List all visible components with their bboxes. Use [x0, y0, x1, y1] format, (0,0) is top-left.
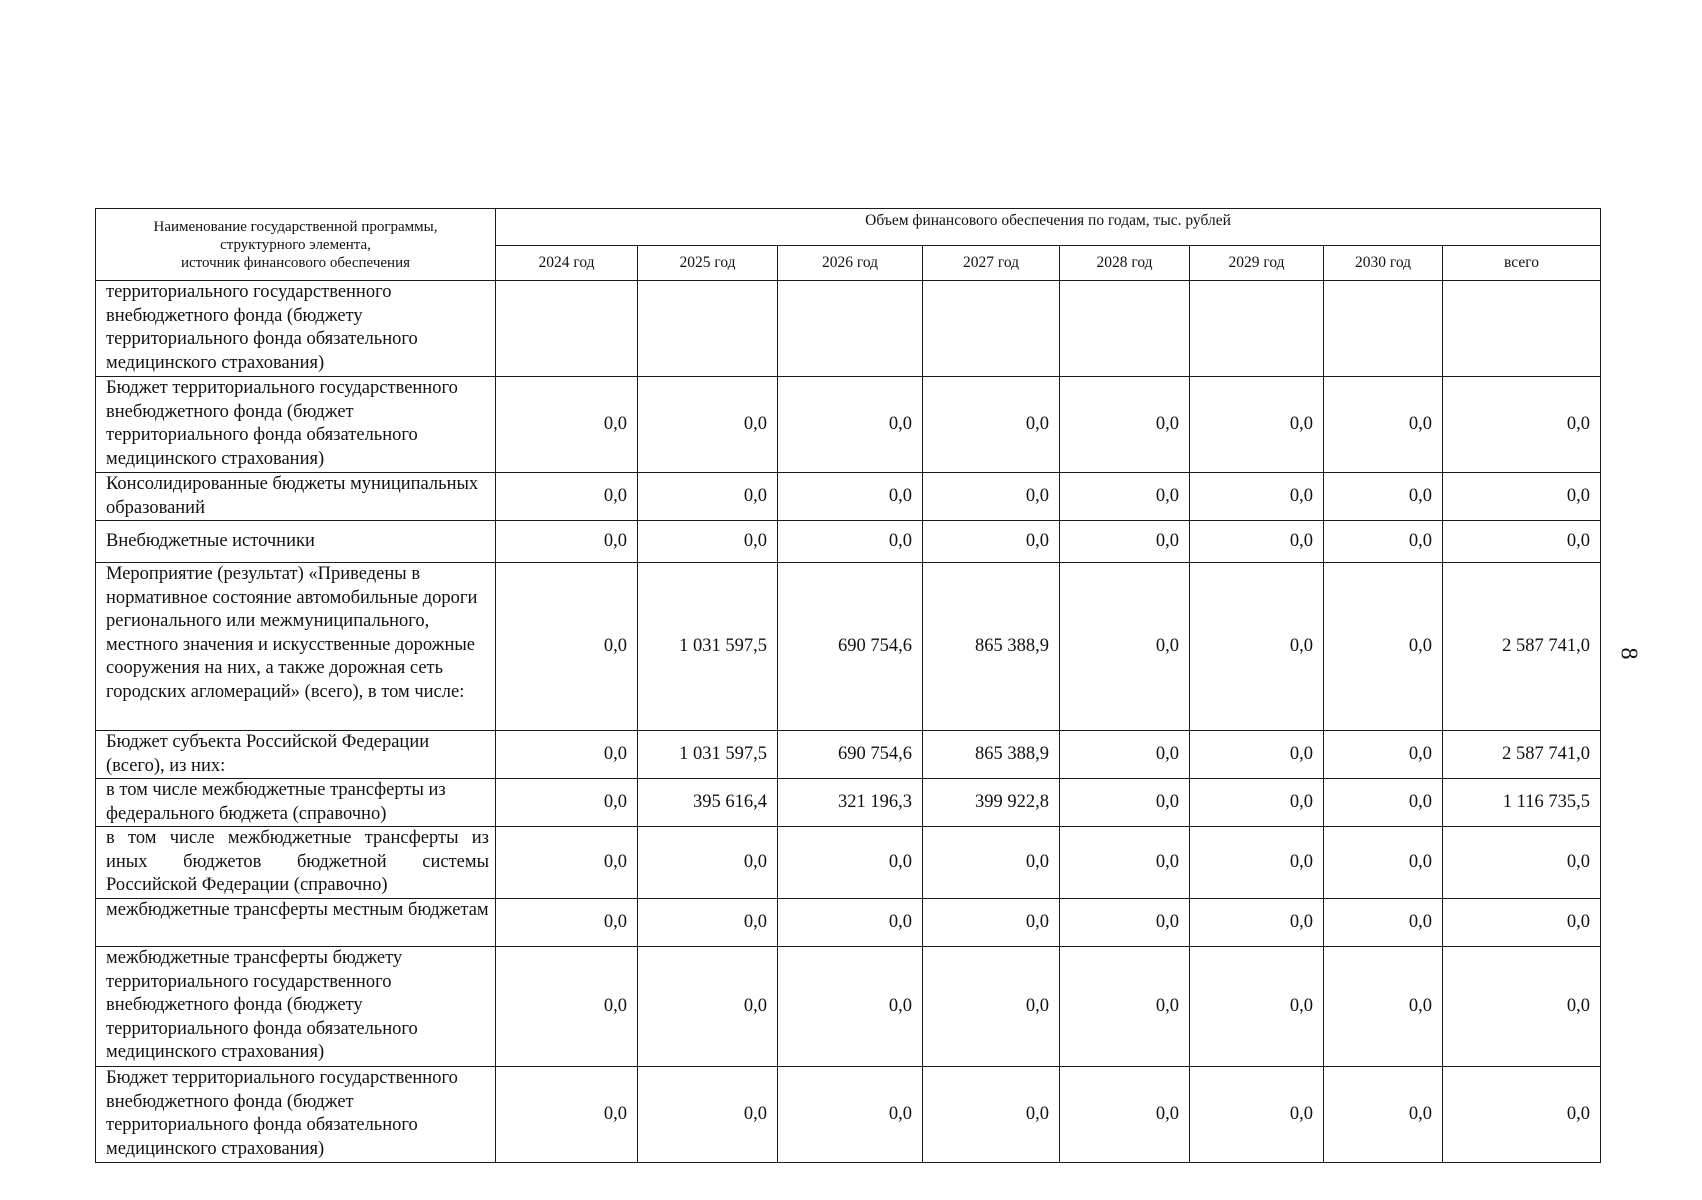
name-header-line-1: Наименование государственной программы,: [153, 218, 438, 235]
financing-table: [95, 208, 1601, 1163]
value-2030: 0,0: [1324, 731, 1443, 779]
value-2027: 0,0: [923, 377, 1060, 473]
year-header-2030: 2030 год: [1324, 246, 1443, 281]
value-2026: [778, 281, 923, 377]
value-2026: 0,0: [778, 1067, 923, 1163]
value-total: 0,0: [1443, 827, 1601, 899]
table-body: [96, 281, 1601, 1163]
value-2027: [923, 281, 1060, 377]
table-row: [96, 899, 1601, 947]
table-row: [96, 947, 1601, 1067]
year-header-2029: 2029 год: [1190, 246, 1324, 281]
value-2028: 0,0: [1060, 779, 1190, 827]
value-2029: 0,0: [1190, 563, 1324, 731]
row-name: в том числе межбюджетные трансферты из иных бюджетов бюджетной системы Российской Федерации (справочно): [96, 827, 496, 899]
value-2029: [1190, 281, 1324, 377]
value-total: 2 587 741,0: [1443, 563, 1601, 731]
value-2025: [638, 281, 778, 377]
year-header-2025: 2025 год: [638, 246, 778, 281]
financing-table-sheet: [95, 208, 1600, 1163]
value-2029: 0,0: [1190, 899, 1324, 947]
value-2028: 0,0: [1060, 731, 1190, 779]
row-name: межбюджетные трансферты местным бюджетам: [96, 899, 496, 947]
value-2030: 0,0: [1324, 473, 1443, 521]
table-row: [96, 377, 1601, 473]
value-2025: 0,0: [638, 521, 778, 563]
value-2027: 0,0: [923, 1067, 1060, 1163]
value-2024: 0,0: [496, 563, 638, 731]
value-2024: 0,0: [496, 731, 638, 779]
row-name: Консолидированные бюджеты муниципальных образований: [96, 473, 496, 521]
value-total: 1 116 735,5: [1443, 779, 1601, 827]
table-row: [96, 779, 1601, 827]
value-2028: 0,0: [1060, 947, 1190, 1067]
value-2026: 0,0: [778, 377, 923, 473]
value-2030: 0,0: [1324, 377, 1443, 473]
value-2028: 0,0: [1060, 899, 1190, 947]
value-2027: 0,0: [923, 947, 1060, 1067]
table-row: [96, 563, 1601, 731]
value-2024: 0,0: [496, 827, 638, 899]
value-2029: 0,0: [1190, 731, 1324, 779]
value-2027: 0,0: [923, 521, 1060, 563]
value-2030: 0,0: [1324, 521, 1443, 563]
value-2030: 0,0: [1324, 1067, 1443, 1163]
value-2027: 0,0: [923, 473, 1060, 521]
row-name: Внебюджетные источники: [96, 521, 496, 563]
value-2028: 0,0: [1060, 521, 1190, 563]
row-name: в том числе межбюджетные трансферты из федерального бюджета (справочно): [96, 779, 496, 827]
value-2029: 0,0: [1190, 1067, 1324, 1163]
value-2027: 0,0: [923, 827, 1060, 899]
value-2026: 0,0: [778, 947, 923, 1067]
value-total: 0,0: [1443, 521, 1601, 563]
value-2024: 0,0: [496, 779, 638, 827]
value-total: 0,0: [1443, 899, 1601, 947]
table-row: [96, 281, 1601, 377]
value-total: 0,0: [1443, 377, 1601, 473]
row-name: межбюджетные трансферты бюджету территориального государственного внебюджетного фонда (бюджету территориального фонда обязательного медицинского страхования): [96, 947, 496, 1067]
value-2030: 0,0: [1324, 947, 1443, 1067]
value-2028: 0,0: [1060, 377, 1190, 473]
value-2028: 0,0: [1060, 563, 1190, 731]
table-row: [96, 473, 1601, 521]
value-2028: 0,0: [1060, 827, 1190, 899]
table-row: [96, 827, 1601, 899]
value-2024: 0,0: [496, 377, 638, 473]
value-2024: 0,0: [496, 521, 638, 563]
value-2024: 0,0: [496, 473, 638, 521]
row-name: Бюджет территориального государственного внебюджетного фонда (бюджет территориального фонда обязательного медицинского страхования): [96, 1067, 496, 1163]
year-header-2028: 2028 год: [1060, 246, 1190, 281]
value-total: 2 587 741,0: [1443, 731, 1601, 779]
value-2028: [1060, 281, 1190, 377]
value-2029: 0,0: [1190, 779, 1324, 827]
value-2025: 0,0: [638, 827, 778, 899]
header-row-group: [96, 209, 1601, 246]
row-name: территориального государственного внебюджетного фонда (бюджету территориального фонда обязательного медицинского страхования): [96, 281, 496, 377]
page-number: 8: [1615, 647, 1642, 660]
value-2030: 0,0: [1324, 563, 1443, 731]
value-2027: 865 388,9: [923, 563, 1060, 731]
year-header-2026: 2026 год: [778, 246, 923, 281]
value-2027: 0,0: [923, 899, 1060, 947]
value-total: 0,0: [1443, 473, 1601, 521]
value-2025: 1 031 597,5: [638, 563, 778, 731]
value-2024: [496, 281, 638, 377]
name-header-line-2: структурного элемента,: [220, 236, 371, 253]
row-name: Бюджет территориального государственного внебюджетного фонда (бюджет территориального фонда обязательного медицинского страхования): [96, 377, 496, 473]
value-2026: 0,0: [778, 521, 923, 563]
value-2029: 0,0: [1190, 521, 1324, 563]
value-2025: 0,0: [638, 1067, 778, 1163]
value-total: 0,0: [1443, 947, 1601, 1067]
total-header: всего: [1443, 246, 1601, 281]
value-2025: 395 616,4: [638, 779, 778, 827]
value-total: [1443, 281, 1601, 377]
table-row: [96, 521, 1601, 563]
value-2030: [1324, 281, 1443, 377]
value-2026: 0,0: [778, 473, 923, 521]
value-2025: 1 031 597,5: [638, 731, 778, 779]
row-name: Мероприятие (результат) «Приведены в нормативное состояние автомобильные дороги регионального или межмуниципального, местного значения и искусственные дорожные сооружения на них, а также дорожная сеть городских агломераций» (всего), в том числе:: [96, 563, 496, 731]
year-header-2024: 2024 год: [496, 246, 638, 281]
row-name: Бюджет субъекта Российской Федерации (всего), из них:: [96, 731, 496, 779]
value-2024: 0,0: [496, 899, 638, 947]
value-2029: 0,0: [1190, 473, 1324, 521]
value-2025: 0,0: [638, 899, 778, 947]
value-2030: 0,0: [1324, 779, 1443, 827]
value-2026: 690 754,6: [778, 563, 923, 731]
table-row: [96, 731, 1601, 779]
value-2026: 0,0: [778, 899, 923, 947]
funding-volume-group-header: Объем финансового обеспечения по годам, тыс. рублей: [496, 209, 1601, 246]
table-row: [96, 1067, 1601, 1163]
year-header-2027: 2027 год: [923, 246, 1060, 281]
value-2028: 0,0: [1060, 1067, 1190, 1163]
value-2029: 0,0: [1190, 827, 1324, 899]
value-2029: 0,0: [1190, 377, 1324, 473]
value-2026: 690 754,6: [778, 731, 923, 779]
value-2026: 321 196,3: [778, 779, 923, 827]
value-2027: 865 388,9: [923, 731, 1060, 779]
value-total: 0,0: [1443, 1067, 1601, 1163]
value-2025: 0,0: [638, 947, 778, 1067]
value-2027: 399 922,8: [923, 779, 1060, 827]
value-2028: 0,0: [1060, 473, 1190, 521]
value-2024: 0,0: [496, 947, 638, 1067]
value-2030: 0,0: [1324, 827, 1443, 899]
value-2029: 0,0: [1190, 947, 1324, 1067]
value-2030: 0,0: [1324, 899, 1443, 947]
value-2025: 0,0: [638, 377, 778, 473]
table-header: [96, 209, 1601, 281]
value-2026: 0,0: [778, 827, 923, 899]
name-column-header: [96, 209, 496, 281]
value-2025: 0,0: [638, 473, 778, 521]
value-2024: 0,0: [496, 1067, 638, 1163]
name-header-line-3: источник финансового обеспечения: [180, 254, 410, 271]
